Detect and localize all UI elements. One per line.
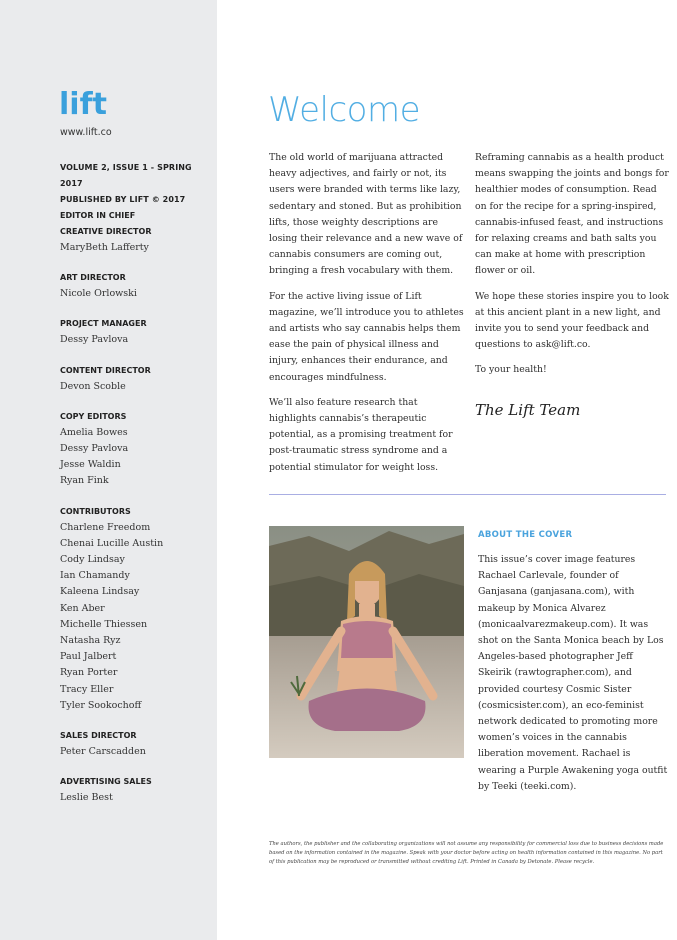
staff-group — [60, 208, 210, 256]
staff-name: Michelle Thiessen — [60, 618, 148, 630]
staff-name: Leslie Best — [60, 792, 113, 804]
article-column-left — [269, 150, 465, 485]
staff-name: Natasha Ryz — [60, 635, 121, 647]
staff-group — [60, 728, 210, 760]
staff-name: Cody Lindsay — [60, 554, 125, 566]
staff-role: COPY EDITORS — [60, 411, 127, 421]
cover-photo-illustration — [269, 526, 464, 758]
staff-name: Ryan Porter — [60, 667, 118, 679]
staff-role: EDITOR IN CHIEF — [60, 211, 136, 220]
staff-role: CONTRIBUTORS — [60, 506, 131, 516]
page-title: Welcome — [268, 90, 421, 130]
about-cover-heading: ABOUT THE COVER — [478, 530, 573, 540]
article-paragraph: We hope these stories inspire you to look at this ancient plant in a new light, and invite you to send your feedback and questions to ask@lift.co. — [475, 290, 669, 351]
staff-role: SALES DIRECTOR — [60, 731, 137, 741]
staff-group — [60, 774, 210, 806]
staff-role: ADVERTISING SALES — [60, 777, 152, 787]
staff-name: Charlene Freedom — [60, 521, 151, 533]
signature: The Lift Team — [475, 401, 581, 419]
article-column-right — [475, 150, 671, 388]
staff-name: Ken Aber — [60, 602, 105, 614]
staff-name: Devon Scoble — [60, 380, 126, 392]
staff-name: Dessy Pavlova — [60, 443, 129, 455]
staff-group — [60, 270, 210, 302]
site-url-link[interactable]: www.lift.co — [60, 127, 112, 138]
staff-name: Chenai Lucille Austin — [60, 537, 164, 549]
section-divider — [269, 494, 666, 495]
issue-volume: VOLUME 2, ISSUE 1 - SPRING 2017 — [60, 163, 192, 188]
masthead-sidebar — [0, 0, 217, 940]
about-cover-text: This issue’s cover image features Rachael Carlevale, founder of Ganjasana (ganjasana.com), with makeup by Monica Alvarez (monicaalvarezmakeup.com). It was shot on the Santa Monica beach by Los Angeles-based photographer Jeff Skeirik (rawtographer.com), and provided courtesy Cosmic Sister (cosmicsister.com), an eco-feminist network dedicated to promoting more women’s voices in the cannabis liberation movement. Rachael is wearing a Purple Awakening yoga outfit by Teeki (teeki.com). — [478, 554, 668, 792]
staff-name: Ryan Fink — [60, 475, 109, 487]
legal-disclaimer: The authors, the publisher and the collaborating organizations will not assume any responsibility for commercial loss due to business decisions made based on the information contained in the magazine. Speak with your doctor before acting on health information contained in this magazine. No part of this publication may be reproduced or transmitted without crediting Lift. Printed in Canada by Detonate. Please recycle. — [269, 841, 664, 866]
staff-name: Ian Chamandy — [60, 570, 130, 582]
lift-logo[interactable]: lift — [59, 87, 107, 122]
issue-info — [60, 160, 217, 208]
staff-role: CONTENT DIRECTOR — [60, 365, 151, 375]
staff-role: CREATIVE DIRECTOR — [60, 227, 152, 236]
staff-role: PROJECT MANAGER — [60, 319, 147, 329]
staff-name: Dessy Pavlova — [60, 334, 129, 346]
staff-name: Tracy Eller — [60, 683, 114, 695]
staff-group — [60, 504, 210, 714]
staff-group — [60, 316, 210, 348]
article-paragraph: Reframing cannabis as a health product means swapping the joints and bongs for healthier modes of consumption. Read on for the recipe for a spring-inspired, cannabis-infused feast, and instructions for relaxing creams and bath salts you can make at home with prescription flower or oil. — [475, 152, 669, 277]
staff-name: Nicole Orlowski — [60, 288, 137, 300]
article-paragraph: For the active living issue of Lift magazine, we’ll introduce you to athletes and artists who say cannabis helps them ease the pain of physical illness and injury, enhances their endurance, and encourages mindfulness. — [269, 290, 464, 383]
staff-role: ART DIRECTOR — [60, 273, 126, 283]
staff-name: Peter Carscadden — [60, 746, 146, 758]
staff-name: MaryBeth Lafferty — [60, 242, 149, 253]
article-paragraph: To your health! — [475, 364, 547, 376]
cover-photo — [269, 526, 464, 758]
article-paragraph: The old world of marijuana attracted heavy adjectives, and fairly or not, its users were branded with terms like lazy, sedentary and stoned. But as prohibition lifts, those weighty descriptions are losing their relevance and a new wave of cannabis consumers are coming out, bringing a fresh vocabulary with them. — [269, 152, 463, 277]
publisher-line: PUBLISHED BY LIFT © 2017 — [60, 195, 186, 204]
staff-name: Amelia Bowes — [60, 426, 128, 438]
staff-name: Tyler Sookochoff — [60, 699, 142, 711]
staff-name: Kaleena Lindsay — [60, 586, 140, 598]
staff-group — [60, 409, 210, 490]
staff-list — [60, 208, 210, 820]
staff-name: Jesse Waldin — [60, 459, 121, 471]
article-paragraph: We’ll also feature research that highlights cannabis’s therapeutic potential, as a promising treatment for post-traumatic stress syndrome and a potential stimulator for weight loss. — [269, 396, 453, 473]
staff-group — [60, 363, 210, 395]
staff-name: Paul Jalbert — [60, 651, 117, 663]
